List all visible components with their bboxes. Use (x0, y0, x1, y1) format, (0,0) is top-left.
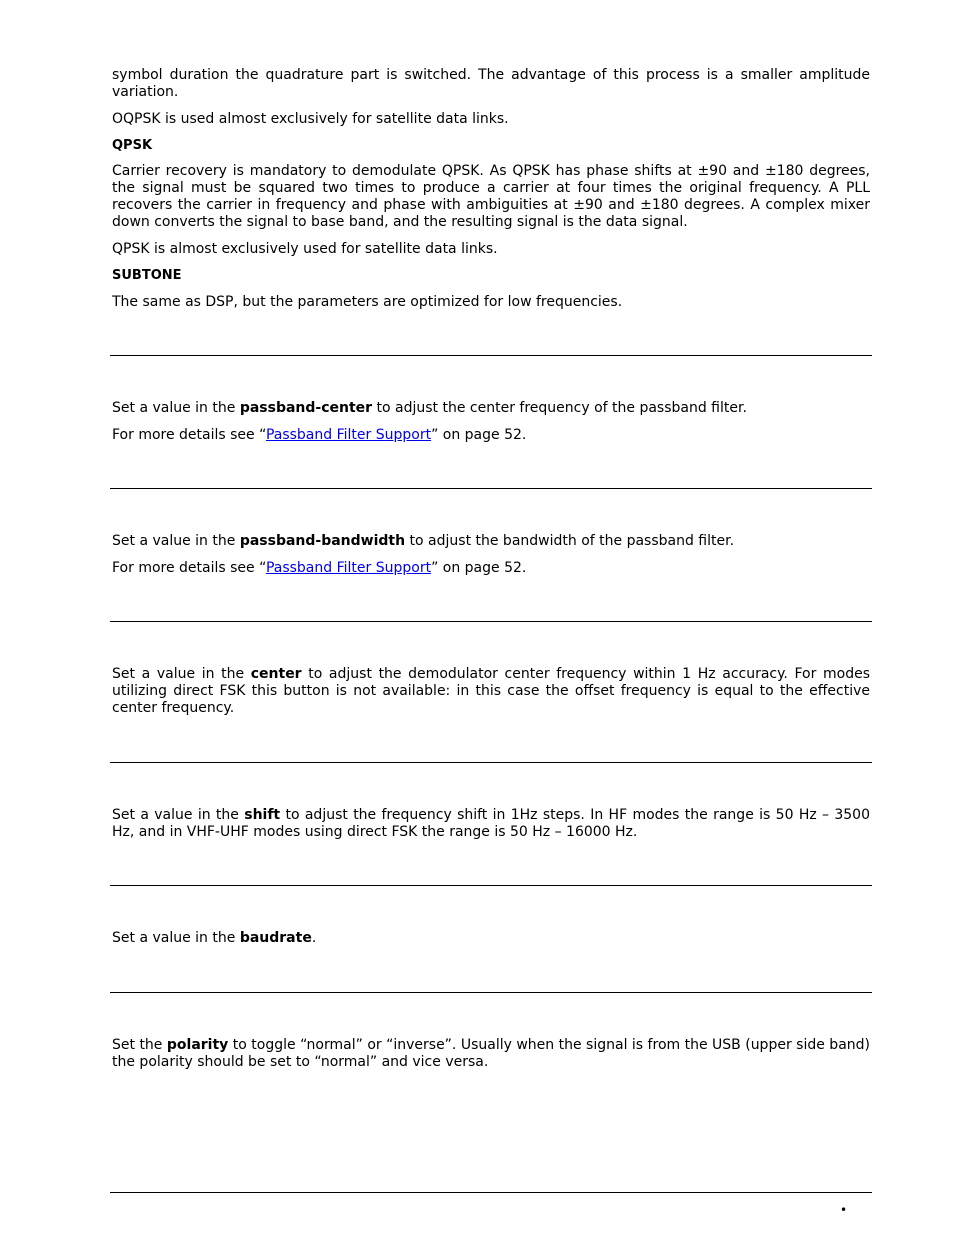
center-paragraph: Set a value in the center to adjust the demodulator center frequency within 1 Hz accuracy. For modes utilizing direct FSK this button is not available: in this case the offset frequency is equal to the effective center frequency. (112, 666, 870, 716)
passband-filter-support-link[interactable]: Passband Filter Support (265, 560, 432, 576)
passband-center-term: passband-center (239, 400, 373, 416)
polarity-term: polarity (166, 1037, 229, 1053)
baudrate-term: baudrate (239, 930, 312, 946)
polarity-paragraph: Set the polarity to toggle “normal” or “inverse”. Usually when the signal is from the USB (upper side band) the polarity should be set to “normal” and vice versa. (112, 1037, 870, 1070)
passband-center-paragraph: Set a value in the passband-center to adjust the center frequency of the passband filter. (112, 400, 747, 416)
section-divider (110, 992, 872, 993)
qpsk-heading: QPSK (112, 138, 153, 153)
footer-bullet: • (840, 1203, 848, 1217)
oqpsk-usage-paragraph: OQPSK is used almost exclusively for satellite data links. (112, 111, 509, 127)
section-divider (110, 762, 872, 763)
baudrate-paragraph: Set a value in the baudrate. (112, 930, 317, 946)
passband-filter-support-link[interactable]: Passband Filter Support (265, 427, 432, 443)
passband-bandwidth-reference: For more details see “Passband Filter Support” on page 52. (112, 560, 527, 576)
section-divider (110, 885, 872, 886)
passband-center-reference: For more details see “Passband Filter Support” on page 52. (112, 427, 527, 443)
passband-bandwidth-paragraph: Set a value in the passband-bandwidth to adjust the bandwidth of the passband filter. (112, 533, 735, 549)
section-divider (110, 621, 872, 622)
intro-paragraph: symbol duration the quadrature part is switched. The advantage of this process is a smaller amplitude variation. (112, 67, 870, 100)
section-divider (110, 355, 872, 356)
shift-term: shift (244, 807, 281, 823)
shift-paragraph: Set a value in the shift to adjust the frequency shift in 1Hz steps. In HF modes the range is 50 Hz – 3500 Hz, and in VHF-UHF modes using direct FSK the range is 50 Hz – 16000 Hz. (112, 807, 870, 840)
qpsk-usage-paragraph: QPSK is almost exclusively used for satellite data links. (112, 241, 498, 257)
subtone-paragraph: The same as DSP, but the parameters are optimized for low frequencies. (112, 294, 623, 310)
section-divider (110, 488, 872, 489)
qpsk-description-paragraph: Carrier recovery is mandatory to demodulate QPSK. As QPSK has phase shifts at ±90 and ±180 degrees, the signal must be squared two times to produce a carrier at four times the original frequency. A PLL recovers the carrier in frequency and phase with ambiguities at ±90 and ±180 degrees. A complex mixer down converts the signal to base band, and the resulting signal is the data signal. (112, 163, 870, 230)
footer-divider (110, 1192, 872, 1193)
passband-bandwidth-term: passband-bandwidth (239, 533, 406, 549)
subtone-heading: SUBTONE (112, 268, 182, 283)
center-term: center (250, 666, 302, 682)
